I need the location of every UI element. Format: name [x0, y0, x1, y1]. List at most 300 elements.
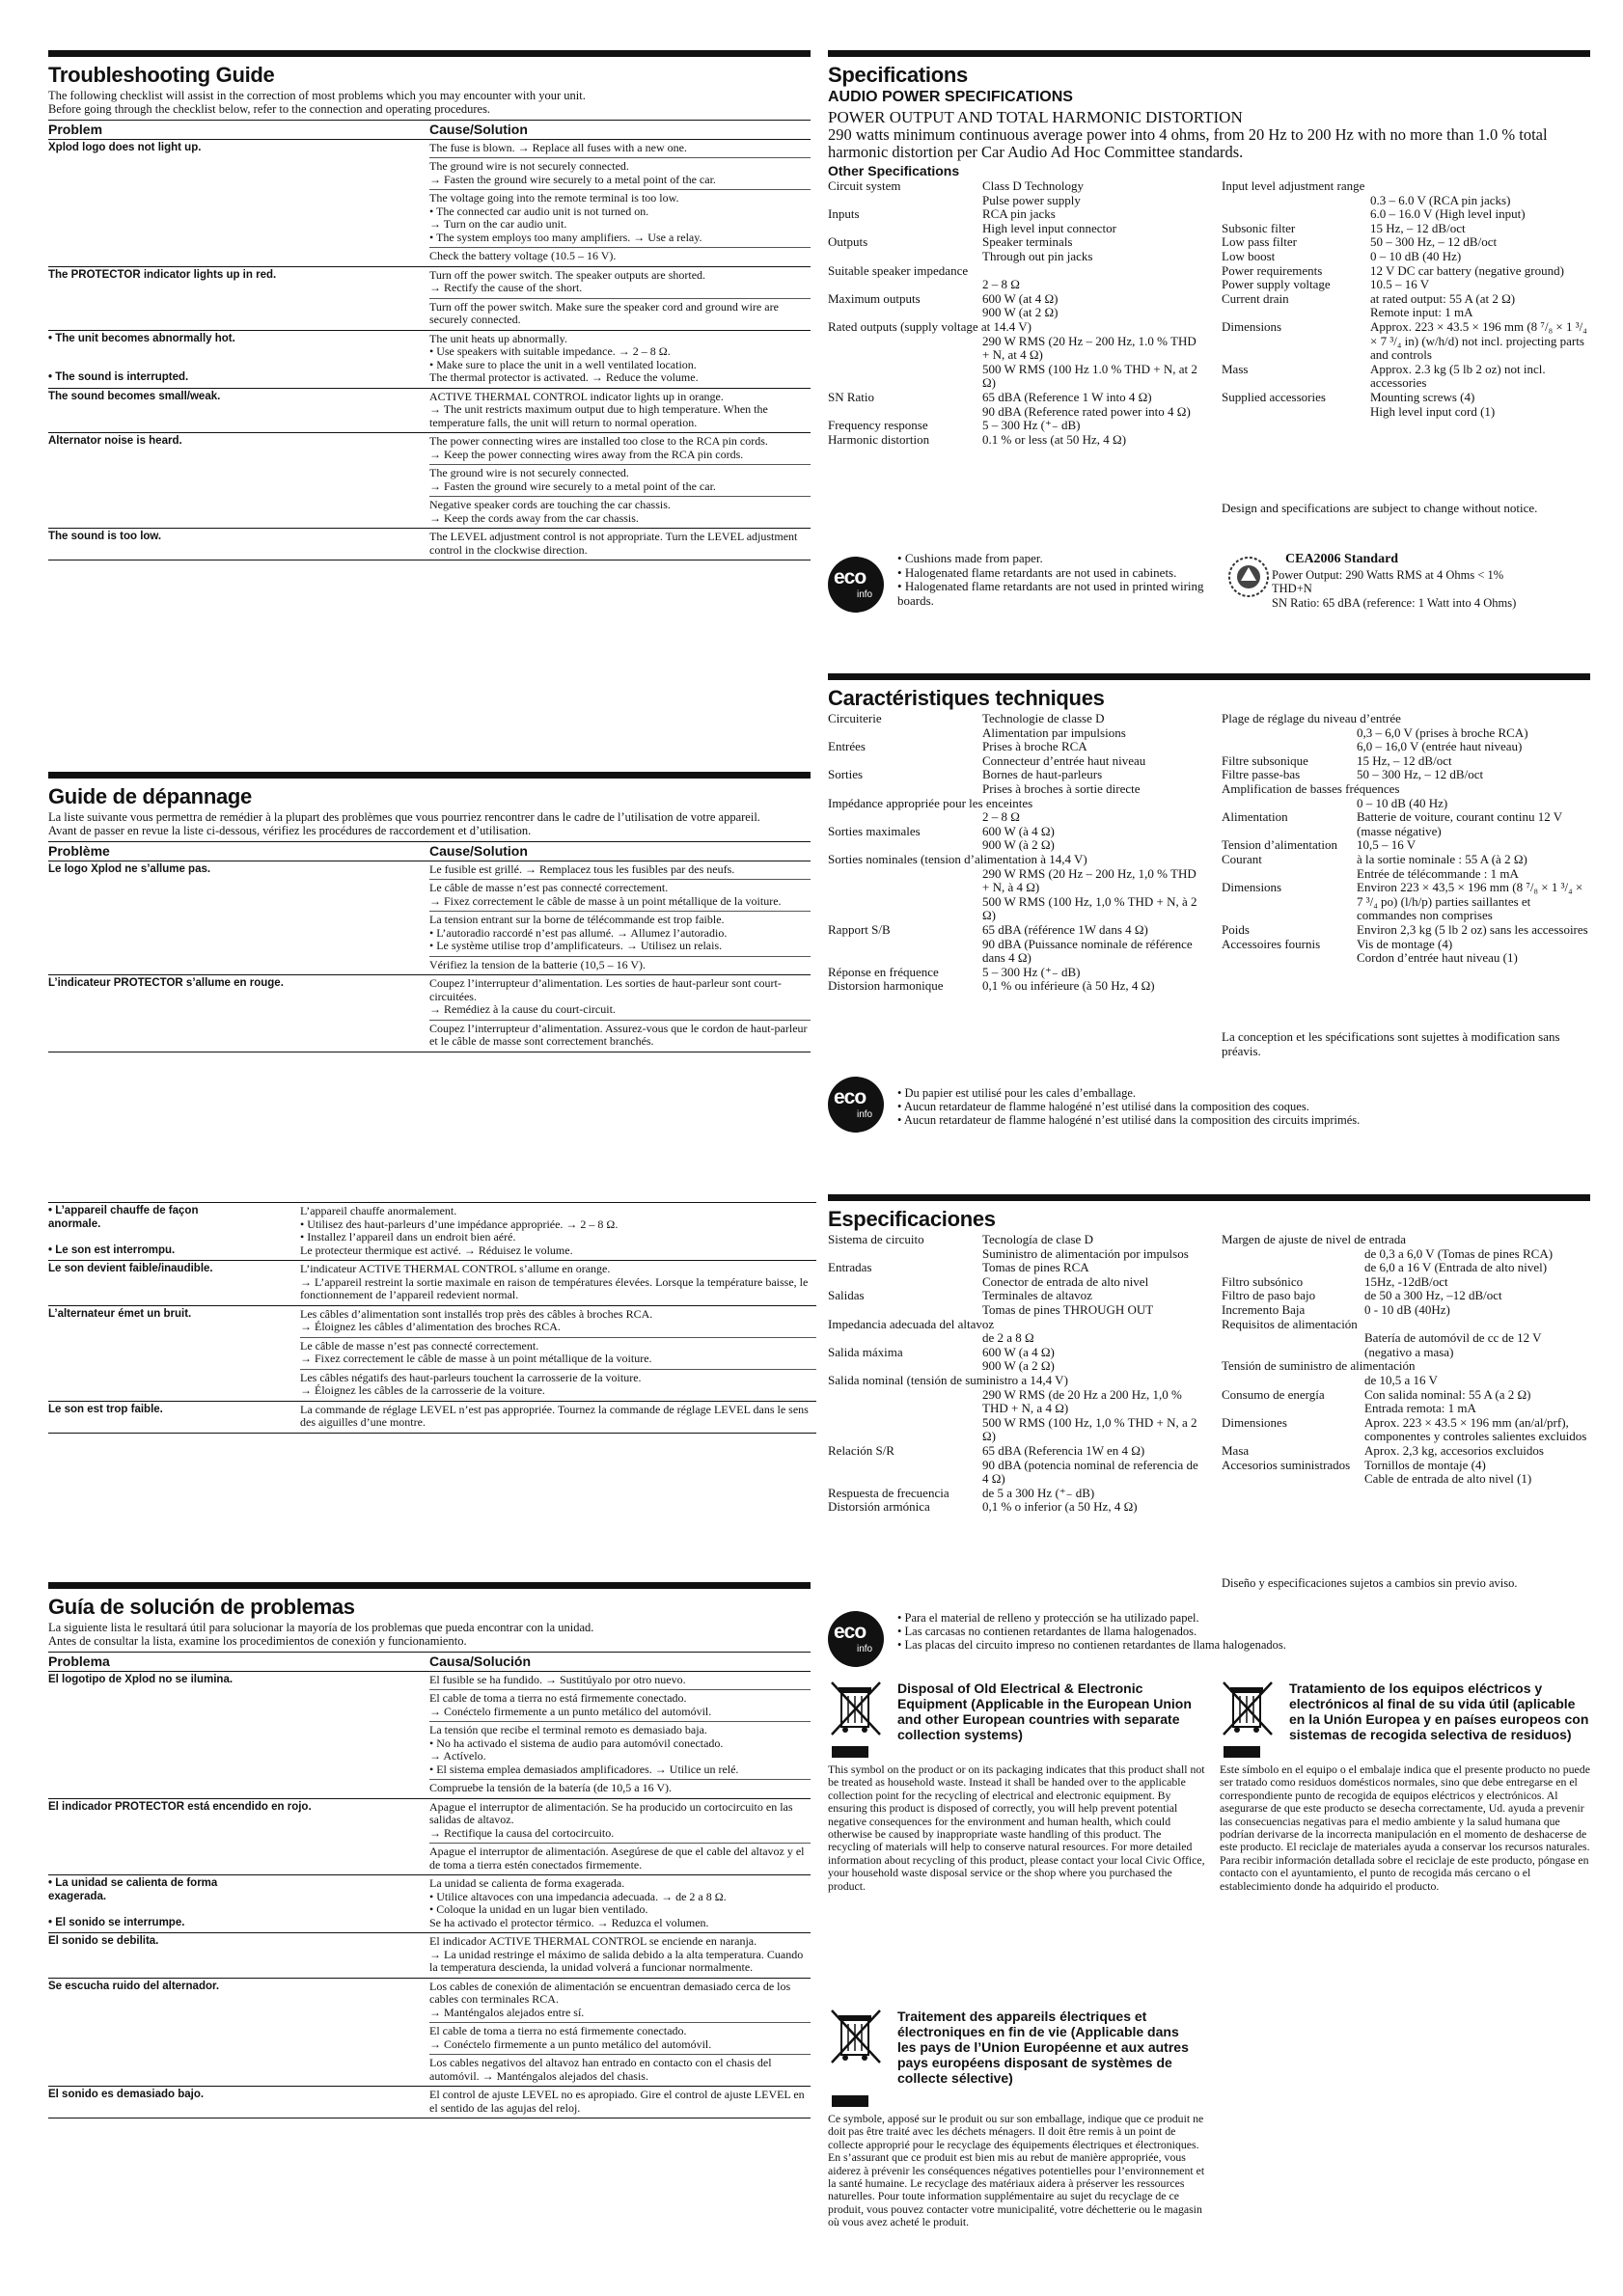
- cause-cell: La tensión que recibe el terminal remoto es demasiado baja. • No ha activado el sistema de audio para automóvil conectado. → Actívelo. • El sistema emplea demasiados amplificadores. → Utilice un relé.: [429, 1722, 811, 1780]
- troubleshooting-table: [48, 841, 811, 1052]
- spec-row: [828, 1233, 1206, 1247]
- section-divider: [828, 50, 1590, 57]
- spec-value: Class D Technology: [982, 178, 1085, 193]
- weee-text: Ce symbole, apposé sur le produit ou sur son emballage, indique que ce produit ne doit pas être traité avec les déchets ménagers. Il doit être remis à un point de collecte approprié pour le recyclage des équipements électriques et électroniques. En s’assurant que ce produit est bien mis au rebut de manière appropriée, vous aiderez à prévenir les conséquences négatives potentielles pour l’environnement et la santé humaine. Le recyclage des matériaux aidera à préserver les ressources naturelles. Pour toute information supplémentaire au sujet du recyclage de ce produit, vous pouvez contacter votre municipalité, votre déchetterie ou le magasin où vous avez acheté le produit.: [828, 2112, 1205, 2229]
- spec-label: [828, 838, 982, 853]
- cause-cell: Negative speaker cords are touching the car chassis. → Keep the cords away from the car chassis.: [429, 497, 811, 529]
- spec-row: [1222, 754, 1590, 769]
- column-header-problem: Problem: [48, 121, 429, 140]
- spec-label: Salidas: [828, 1288, 865, 1303]
- cause-cell: Coupez l’interrupteur d’alimentation. Assurez-vous que le cordon de haut-parleur et le câble de masse sont correctement branchés.: [429, 1020, 811, 1052]
- spec-label: [828, 1359, 982, 1374]
- list-item: • Halogenated flame retardants are not used in printed wiring boards.: [897, 580, 1216, 608]
- spec-value: Aprox. 2,3 kg, accesorios excluidos: [1364, 1442, 1544, 1458]
- table-row: [48, 1337, 816, 1369]
- weee-title: Tratamiento de los equipos eléctricos y electrónicos al final de su vida útil (aplicable en la Unión Europea y en países europeos con sistemas de recogida selectiva de residuos): [1289, 1681, 1589, 1742]
- spec-row: [828, 1247, 1206, 1262]
- cause-cell: El control de ajuste LEVEL no es apropiado. Gire el control de ajuste LEVEL en el sentido de las agujas del reloj.: [429, 2087, 811, 2118]
- specifications-en: [828, 50, 1590, 610]
- spec-row: [1222, 867, 1590, 882]
- spec-label: Low boost: [1222, 248, 1276, 263]
- spec-value: 500 W RMS (100 Hz, 1,0 % THD + N, à 2 Ω): [982, 893, 1197, 923]
- spec-row: [828, 1416, 1206, 1444]
- spec-label: [1222, 726, 1357, 741]
- spec-label: Incremento Baja: [1222, 1301, 1306, 1317]
- intro-text: La liste suivante vous permettra de remédier à la plupart des problèmes que vous pourriez rencontrer dans le cadre de l’utilisation de votre appareil. Avant de passer en revue la liste ci-dessous, vérifiez les procédures de raccordement et d’utilisation.: [48, 810, 760, 837]
- spec-row: [828, 1303, 1206, 1318]
- spec-value: Terminales de altavoz: [982, 1288, 1092, 1303]
- spec-row: [1222, 363, 1590, 391]
- spec-row: [828, 306, 1204, 320]
- spec-row: [828, 1275, 1206, 1290]
- cea-power-output: Power Output: 290 Watts RMS at 4 Ohms < 1% THD+N: [1272, 568, 1504, 595]
- table-row: [48, 1780, 811, 1799]
- spec-row: [828, 222, 1204, 236]
- spec-label: [1222, 797, 1357, 811]
- spec-value: Approx. 2.3 kg (5 lb 2 oz) not incl. accessories: [1370, 361, 1546, 391]
- black-bar-mark: [832, 1746, 868, 1758]
- problem-cell: • La unidad se calienta de forma exagerada. • El sonido se interrumpe.: [48, 1875, 429, 1933]
- spec-value: 290 W RMS (20 Hz – 200 Hz, 1.0 % THD + N, at 4 Ω): [982, 333, 1197, 363]
- spec-value: High level input connector: [982, 220, 1116, 235]
- spec-value: Bornes de haut-parleurs: [982, 767, 1103, 782]
- spec-label: [1222, 1472, 1364, 1487]
- spec-row: [1222, 1416, 1590, 1444]
- spec-value: 10,5 – 16 V: [1357, 837, 1417, 853]
- problem-cell: [48, 912, 429, 957]
- spec-value: 50 – 300 Hz, – 12 dB/oct: [1357, 767, 1484, 782]
- spec-row: [1222, 292, 1590, 307]
- spec-value: Prises à broche RCA: [982, 739, 1087, 754]
- section-title: Especificaciones: [828, 1207, 996, 1231]
- cause-cell: The fuse is blown. → Replace all fuses with a new one.: [429, 140, 687, 154]
- spec-row: [828, 726, 1206, 741]
- spec-row: [828, 207, 1204, 222]
- spec-value: 290 W RMS (20 Hz – 200 Hz, 1,0 % THD + N, à 4 Ω): [982, 865, 1197, 895]
- spec-label: [828, 250, 982, 264]
- list-item: • Las placas del circuito impreso no contienen retardantes de llama halogenados.: [897, 1638, 1592, 1652]
- section-divider: [828, 1194, 1590, 1201]
- table-row: [48, 1844, 811, 1875]
- spec-label: Dimensions: [1222, 318, 1282, 334]
- cause-cell: The unit heats up abnormally. • Use speakers with suitable impedance. → 2 – 8 Ω. • Make sure to place the unit in a well ventilated location. The thermal protector is activated. → Reduce the volume.: [429, 330, 811, 388]
- problem-cell: [48, 248, 429, 267]
- spec-label: Alimentation: [1222, 809, 1288, 825]
- spec-value: 0 – 10 dB (40 Hz): [1357, 795, 1448, 810]
- cause-cell: The ground wire is not securely connected. → Fasten the ground wire securely to a metal point of the car.: [429, 465, 811, 497]
- cause-cell: The power connecting wires are installed too close to the RCA pin cords. → Keep the power connecting wires away from the RCA pin cords.: [429, 433, 811, 465]
- list-item: • Aucun retardateur de flamme halogéné n’est utilisé dans la composition des coques.: [897, 1100, 1592, 1113]
- problem-cell: L’indicateur PROTECTOR s’allume en rouge.: [48, 975, 429, 1021]
- spec-value: Prises à broches à sortie directe: [982, 780, 1141, 796]
- spec-value: 0 - 10 dB (40Hz): [1364, 1301, 1450, 1317]
- spec-label: Filtre passe-bas: [1222, 767, 1301, 782]
- spec-value: Cordon d’entrée haut niveau (1): [1357, 950, 1518, 966]
- spec-row: [1222, 250, 1590, 264]
- spec-value: de 2 a 8 Ω: [982, 1330, 1034, 1346]
- cause-cell: El cable de toma a tierra no está firmemente conectado. → Conéctelo firmemente a un punto metálico del automóvil.: [429, 2023, 811, 2055]
- weee-title: Disposal of Old Electrical & Electronic Equipment (Applicable in the European Union and other European countries with separate collection systems): [897, 1681, 1192, 1742]
- section-subtitle: AUDIO POWER SPECIFICATIONS: [828, 89, 1073, 105]
- problem-cell: El indicador PROTECTOR está encendido en rojo.: [48, 1798, 429, 1844]
- spec-value: Mounting screws (4): [1370, 389, 1475, 404]
- spec-label: Entradas: [828, 1260, 872, 1275]
- list-item: • Du papier est utilisé pour les cales d’emballage.: [897, 1086, 1592, 1100]
- spec-label: Sorties maximales: [828, 823, 921, 838]
- spec-label: Tension d’alimentation: [1222, 837, 1338, 853]
- spec-value: Entrée de télécommande : 1 mA: [1357, 865, 1519, 881]
- spec-label: Dimensions: [1222, 880, 1282, 895]
- spec-label: Harmonic distortion: [828, 431, 930, 447]
- cause-cell: Check the battery voltage (10.5 – 16 V).: [429, 248, 811, 267]
- problem-cell: Le logo Xplod ne s’allume pas.: [48, 862, 211, 875]
- table-row: [48, 1369, 816, 1401]
- cause-cell: L’appareil chauffe anormalement. • Utilisez des haut-parleurs d’une impédance appropriée. → 2 – 8 Ω. • Installez l’appareil dans un endroit bien aéré. Le protecteur thermique est activé. → Réduisez le volume.: [300, 1203, 816, 1261]
- cea-sn-ratio: SN Ratio: 65 dBA (reference: 1 Watt into 4 Ohms): [1272, 596, 1517, 610]
- spec-value: Alimentation par impulsions: [982, 724, 1126, 740]
- table-row: [48, 880, 811, 912]
- crossed-bin-icon: [1220, 1679, 1276, 1738]
- problem-cell: • The unit becomes abnormally hot. • The sound is interrupted.: [48, 330, 429, 388]
- table-row: [48, 248, 811, 267]
- spec-row: [828, 1346, 1206, 1360]
- section-title: Caractéristiques techniques: [828, 686, 1105, 710]
- table-row: [48, 1020, 811, 1052]
- spec-row: [828, 363, 1204, 391]
- spec-row: [1222, 1444, 1590, 1459]
- spec-value: Approx. 223 × 43.5 × 196 mm (8 ⁷/₈ × 1 ³/₄ × 7 ³/₄ in) (w/h/d) not incl. projecting parts and controls: [1370, 318, 1587, 363]
- spec-label: Filtro de paso bajo: [1222, 1288, 1316, 1303]
- problem-cell: [48, 465, 429, 497]
- table-row: [48, 298, 811, 330]
- spec-row: [828, 1487, 1206, 1501]
- intro-text: The following checklist will assist in the correction of most problems which you may encounter with your unit. Before going through the checklist below, refer to the connection and operating procedures.: [48, 89, 586, 116]
- spec-value: 6,0 – 16,0 V (entrée haut niveau): [1357, 739, 1523, 754]
- problem-cell: The PROTECTOR indicator lights up in red.: [48, 266, 429, 298]
- crossed-bin-icon: [828, 2007, 884, 2066]
- spec-row: [828, 810, 1206, 825]
- spec-label: Supplied accessories: [1222, 389, 1326, 404]
- spec-row: Tensión de suministro de alimentación: [1222, 1358, 1416, 1374]
- spec-label: [828, 405, 982, 420]
- problem-cell: [48, 1337, 300, 1369]
- spec-row: [828, 1388, 1206, 1416]
- eco-info-icon: eco info: [828, 1077, 884, 1133]
- spec-row: [828, 405, 1204, 420]
- spec-row: [1222, 1388, 1590, 1403]
- spec-grid: [828, 179, 1590, 498]
- spec-row: [828, 825, 1206, 839]
- section-divider: [48, 1582, 811, 1589]
- eco-list: [897, 552, 1216, 608]
- troubleshooting-fr: [48, 772, 811, 1052]
- spec-value: Con salida nominal: 55 A (a 2 Ω): [1364, 1386, 1531, 1402]
- spec-row: [828, 938, 1206, 966]
- problem-cell: L’alternateur émet un bruit.: [48, 1305, 300, 1337]
- cause-cell: La commande de réglage LEVEL n’est pas appropriée. Tournez la commande de réglage LEVEL dans le sens des aiguilles d’une montre.: [300, 1401, 816, 1433]
- spec-value: Suministro de alimentación por impulsos: [982, 1245, 1189, 1261]
- spec-row: [1222, 797, 1590, 811]
- spec-row: [1222, 1247, 1590, 1262]
- table-row: [48, 1401, 816, 1433]
- spec-label: [828, 1331, 982, 1346]
- spec-label: [1222, 951, 1357, 966]
- spec-label: Inputs: [828, 206, 860, 222]
- spec-label: Consumo de energía: [1222, 1386, 1325, 1402]
- spec-value: 65 dBA (Referencia 1W en 4 Ω): [982, 1442, 1145, 1458]
- problem-cell: [48, 1844, 429, 1875]
- table-row: [48, 1933, 811, 1979]
- spec-value: 15 Hz, – 12 dB/oct: [1357, 752, 1452, 768]
- spec-value: Batterie de voiture, courant continu 12 V (masse négative): [1357, 809, 1562, 838]
- spec-label: Subsonic filter: [1222, 220, 1296, 235]
- spec-label: [1222, 1402, 1364, 1416]
- spec-label: [1222, 1374, 1364, 1388]
- spec-label: [828, 754, 982, 769]
- cause-cell: ACTIVE THERMAL CONTROL indicator lights up in orange. → The unit restricts maximum output due to high temperature. When the temperature falls, the unit will return to normal operation.: [429, 388, 811, 433]
- spec-label: Outputs: [828, 234, 868, 250]
- spec-row: [1222, 320, 1590, 363]
- cause-cell: Apague el interruptor de alimentación. Asegúrese de que el cable del altavoz y el de toma a tierra estén conectados firmemente.: [429, 1844, 811, 1875]
- cause-cell: La unidad se calienta de forma exagerada. • Utilice altavoces con una impedancia adecuada. → de 2 a 8 Ω. • Coloque la unidad en un lugar bien ventilado. Se ha activado el protector térmico. → Reduzca el volumen.: [429, 1875, 811, 1933]
- cause-cell: The ground wire is not securely connected. → Fasten the ground wire securely to a metal point of the car.: [429, 158, 811, 190]
- spec-list-right: [1222, 179, 1590, 419]
- table-row: [48, 529, 811, 560]
- cause-cell: Los cables negativos del altavoz han entrado en contacto con el chasis del automóvil. → Manténgalos alejados del chasis.: [429, 2055, 811, 2087]
- spec-value: Connecteur d’entrée haut niveau: [982, 752, 1146, 768]
- cause-cell: Les câbles négatifs des haut-parleurs touchent la carrosserie de la voiture. → Éloignez les câbles de la carrosserie de la voiture.: [300, 1369, 816, 1401]
- spec-row: [1222, 853, 1590, 867]
- table-row: [48, 1722, 811, 1780]
- table-row: [48, 1978, 811, 2023]
- spec-row: [1222, 1289, 1590, 1303]
- spec-label: [828, 1459, 982, 1487]
- spec-grid: [828, 712, 1590, 1040]
- eco-list: [897, 1086, 1592, 1127]
- spec-value: 600 W (a 4 Ω): [982, 1344, 1055, 1359]
- spec-row: [1222, 306, 1590, 320]
- spec-row: Rated outputs (supply voltage at 14.4 V): [828, 318, 1032, 334]
- spec-row: [828, 979, 1206, 994]
- spec-row: Salida nominal (tensión de suministro a 14,4 V): [828, 1372, 1068, 1387]
- table-row: [48, 1203, 816, 1261]
- spec-row: [1222, 1331, 1590, 1359]
- spec-label: Circuiterie: [828, 711, 882, 725]
- spec-row: [1222, 235, 1590, 250]
- spec-value: 600 W (à 4 Ω): [982, 823, 1055, 838]
- spec-value: Tecnología de clase D: [982, 1232, 1093, 1246]
- spec-label: [1222, 1331, 1364, 1359]
- spec-label: [1222, 1261, 1364, 1275]
- cause-cell: Le câble de masse n’est pas connecté correctement. → Fixez correctement le câble de masse à un point métallique de la voiture.: [300, 1337, 816, 1369]
- spec-row: [828, 433, 1204, 448]
- table-row: [48, 912, 811, 957]
- spec-row: [828, 754, 1206, 769]
- spec-label: [1222, 1247, 1364, 1262]
- spec-value: 5 – 300 Hz (⁺₋ dB): [982, 964, 1081, 979]
- spec-value: Tomas de pines RCA: [982, 1260, 1089, 1275]
- spec-label: Respuesta de frecuencia: [828, 1485, 949, 1500]
- spec-label: Mass: [1222, 361, 1249, 376]
- spec-label: Poids: [1222, 921, 1250, 937]
- list-item: • Halogenated flame retardants are not used in cabinets.: [897, 566, 1216, 581]
- spec-label: Power supply voltage: [1222, 277, 1331, 292]
- spec-value: Aprox. 223 × 43.5 × 196 mm (an/al/prf), componentes y controles salientes excluidos: [1364, 1414, 1587, 1444]
- cause-cell: Le câble de masse n’est pas connecté correctement. → Fixez correctement le câble de masse à un point métallique de la voiture.: [429, 880, 811, 912]
- spec-label: Sorties: [828, 767, 864, 782]
- spec-list-right: [1222, 712, 1590, 966]
- spec-grid: [828, 1233, 1590, 1590]
- spec-row: [828, 419, 1204, 433]
- spec-label: [828, 782, 982, 797]
- spec-row: [828, 1289, 1206, 1303]
- problem-cell: [48, 2023, 429, 2055]
- section-divider: [48, 50, 811, 57]
- cause-cell: El indicador ACTIVE THERMAL CONTROL se enciende en naranja. → La unidad restringe el máximo de salida debido a la alta temperatura. Cuando la temperatura descienda, la unidad volverá a funcionar normalmente.: [429, 1933, 811, 1979]
- spec-row: [828, 923, 1206, 938]
- list-item: • Para el material de relleno y protección se ha utilizado papel.: [897, 1611, 1592, 1625]
- spec-row: [1222, 768, 1590, 782]
- spec-label: [1222, 740, 1357, 754]
- eco-list: [897, 1611, 1592, 1652]
- table-row: [48, 190, 811, 248]
- spec-value: at rated output: 55 A (at 2 Ω): [1370, 290, 1516, 306]
- spec-note: Diseño y especificaciones sujetos a cambios sin previo aviso.: [1222, 1576, 1518, 1590]
- spec-row: [1222, 938, 1590, 952]
- spec-value: 0.1 % or less (at 50 Hz, 4 Ω): [982, 431, 1127, 447]
- cause-cell: El cable de toma a tierra no está firmemente conectado. → Conéctelo firmemente a un punto metálico del automóvil.: [429, 1690, 811, 1722]
- spec-value: 290 W RMS (de 20 Hz a 200 Hz, 1,0 % THD + N, a 4 Ω): [982, 1386, 1182, 1416]
- cause-cell: Les câbles d’alimentation sont installés trop près des câbles à broches RCA. → Éloignez les câbles d’alimentation des broches RCA.: [300, 1305, 816, 1337]
- spec-value: 900 W (a 2 Ω): [982, 1358, 1055, 1374]
- column-header-problem: Problème: [48, 842, 429, 861]
- spec-value: 5 – 300 Hz (⁺₋ dB): [982, 418, 1081, 433]
- spec-row: [1222, 1275, 1590, 1290]
- problem-cell: [48, 1369, 300, 1401]
- spec-row: [828, 235, 1204, 250]
- spec-value: 90 dBA (Puissance nominale de référence dans 4 Ω): [982, 936, 1193, 966]
- spec-row: [1222, 923, 1590, 938]
- spec-value: 6.0 – 16.0 V (High level input): [1370, 206, 1526, 222]
- eco-info-icon: eco info: [828, 557, 884, 613]
- spec-list-left: [828, 1233, 1206, 1515]
- spec-row: [1222, 194, 1590, 208]
- spec-label: [828, 867, 982, 895]
- list-item: • Cushions made from paper.: [897, 552, 1216, 566]
- weee-text: Este símbolo en el equipo o el embalaje indica que el presente producto no puede ser tratado como residuos domésticos normales, sino que debe entregarse en el correspondiente punto de recogida de equipos eléctricos y electrónicos. Al asegurarse de que este producto se desecha correctamente, Ud. ayuda a prevenir las consecuencias negativas para el medio ambiente y la salud humana que podrían derivarse de la incorrecta manipulación en el momento de deshacerse de este producto. El reciclaje de materiales ayuda a conservar los recursos naturales. Para recibir información detallada sobre el reciclaje de este producto, póngase en contacto con el ayuntamiento, el punto de recogida más cercano o el establecimiento donde ha adquirido el producto.: [1220, 1763, 1590, 1893]
- table-row: [48, 2055, 811, 2087]
- spec-label: Filtre subsonique: [1222, 752, 1308, 768]
- spec-row: [1222, 1303, 1590, 1318]
- section-title: Specifications: [828, 63, 968, 87]
- spec-label: [1222, 867, 1357, 882]
- spec-row: [828, 194, 1204, 208]
- spec-row: [828, 768, 1206, 782]
- spec-value: 0 – 10 dB (40 Hz): [1370, 248, 1462, 263]
- cause-cell: Apague el interruptor de alimentación. Se ha producido un cortocircuito en las salidas de altavoz. → Rectifique la causa del cortocircuito.: [429, 1798, 811, 1844]
- spec-value: 500 W RMS (100 Hz, 1,0 % THD + N, a 2 Ω): [982, 1414, 1197, 1444]
- section-title: Guía de solución de problemas: [48, 1595, 355, 1619]
- spec-label: [828, 1388, 982, 1416]
- specifications-fr: [828, 673, 1590, 1127]
- spec-label: [828, 278, 982, 292]
- problem-cell: [48, 190, 429, 248]
- spec-row: [828, 838, 1206, 853]
- cea-title: CEA2006 Standard: [1285, 552, 1399, 566]
- spec-row: [1222, 222, 1590, 236]
- spec-value: Tomas de pines THROUGH OUT: [982, 1301, 1154, 1317]
- spec-row: [1222, 264, 1590, 279]
- spec-row: [828, 179, 1204, 194]
- problem-cell: Alternator noise is heard.: [48, 433, 429, 465]
- table-row: [48, 1305, 816, 1337]
- problem-cell: Xplod logo does not light up.: [48, 141, 202, 153]
- spec-label: Accesorios suministrados: [1222, 1457, 1351, 1472]
- spec-value: Batería de automóvil de cc de 12 V (negativo a masa): [1364, 1330, 1542, 1359]
- spec-row: [1222, 740, 1590, 754]
- table-row: [48, 139, 811, 158]
- spec-row: Margen de ajuste de nivel de entrada: [1222, 1232, 1407, 1246]
- cause-cell: The voltage going into the remote terminal is too low. • The connected car audio unit is not turned on. → Turn on the car audio unit. • The system employs too many amplifiers. → Use a relay.: [429, 190, 811, 248]
- spec-value: de 6,0 a 16 V (Entrada de alto nivel): [1364, 1260, 1548, 1275]
- problem-cell: The sound is too low.: [48, 529, 429, 560]
- spec-row: [1222, 810, 1590, 838]
- spec-row: [828, 1444, 1206, 1459]
- spec-label: Circuit system: [828, 178, 901, 193]
- spec-row: [828, 782, 1206, 797]
- spec-note: La conception et les spécifications sont sujettes à modification sans préavis.: [1222, 1029, 1560, 1058]
- spec-value: 900 W (à 2 Ω): [982, 837, 1055, 853]
- problem-cell: [48, 1020, 429, 1052]
- spec-label: Filtro subsónico: [1222, 1273, 1304, 1289]
- spec-row: [828, 712, 1206, 726]
- cause-cell: Le fusible est grillé. → Remplacez tous les fusibles par des neufs.: [429, 861, 735, 876]
- table-row: [48, 975, 811, 1021]
- spec-list-right: [1222, 1233, 1590, 1487]
- table-row: [48, 330, 811, 388]
- spec-row: [828, 867, 1206, 895]
- spec-label: Sistema de circuito: [828, 1232, 924, 1246]
- table-row: [48, 158, 811, 190]
- spec-row: [1222, 1472, 1590, 1487]
- spec-value: 10.5 – 16 V: [1370, 277, 1430, 292]
- spec-value: RCA pin jacks: [982, 206, 1056, 222]
- spec-label: SN Ratio: [828, 389, 875, 404]
- spec-value: 90 dBA (Reference rated power into 4 Ω): [982, 403, 1191, 419]
- spec-row: [828, 1359, 1206, 1374]
- spec-value: Conector de entrada de alto nivel: [982, 1273, 1149, 1289]
- problem-cell: Le son devient faible/inaudible.: [48, 1261, 300, 1306]
- spec-row: [828, 740, 1206, 754]
- cause-cell: Turn off the power switch. The speaker outputs are shorted. → Rectify the cause of the short.: [429, 266, 811, 298]
- power-statement: 290 watts minimum continuous average power into 4 ohms, from 20 Hz to 200 Hz with no more than 1.0 % total harmonic distortion per Car Audio Ad Hoc Committee standards.: [828, 125, 1548, 161]
- spec-row: Impedancia adecuada del altavoz: [828, 1316, 995, 1331]
- spec-label: [828, 895, 982, 923]
- spec-row: Sorties nominales (tension d’alimentation à 14,4 V): [828, 851, 1087, 866]
- section-divider: [48, 772, 811, 779]
- problem-cell: Le son est trop faible.: [48, 1401, 300, 1433]
- spec-row: [1222, 951, 1590, 966]
- spec-label: [828, 1416, 982, 1444]
- table-row: [48, 497, 811, 529]
- cause-cell: Los cables de conexión de alimentación se encuentran demasiado cerca de los cables con terminales RCA. → Manténgalos alejados entre sí.: [429, 1978, 811, 2023]
- spec-value: 50 – 300 Hz, – 12 dB/oct: [1370, 234, 1498, 250]
- spec-row: [828, 1331, 1206, 1346]
- problem-cell: El sonido es demasiado bajo.: [48, 2087, 429, 2118]
- section-divider: [828, 673, 1590, 680]
- problem-cell: El logotipo de Xplod no se ilumina.: [48, 1673, 234, 1685]
- spec-row: Requisitos de alimentación: [1222, 1316, 1358, 1331]
